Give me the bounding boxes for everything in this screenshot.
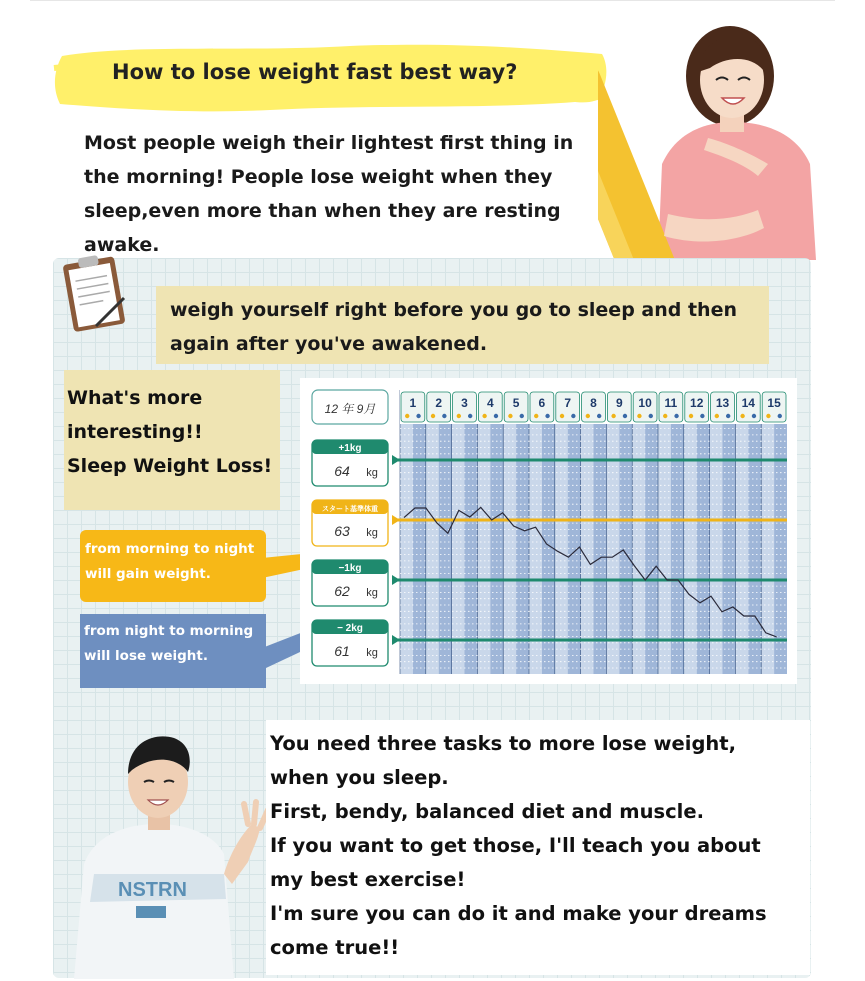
clipboard-icon	[60, 254, 130, 334]
day-label: 1	[409, 396, 417, 410]
bottom-text	[270, 727, 767, 965]
day-label: 7	[564, 396, 572, 410]
sun-icon	[508, 414, 512, 418]
day-label: 15	[767, 396, 781, 410]
moon-icon	[778, 414, 782, 418]
sun-icon	[586, 414, 590, 418]
day-pm-column	[465, 400, 478, 674]
target-kg-unit: kg	[366, 647, 378, 659]
moon-icon	[520, 414, 524, 418]
bottom-line: You need three tasks to more lose weight,	[270, 732, 737, 755]
moon-icon	[442, 414, 446, 418]
interesting-text	[67, 381, 272, 483]
top-divider	[30, 0, 835, 1]
day-pm-column	[748, 400, 761, 674]
day-am-column	[632, 400, 645, 674]
target-kg-unit: kg	[366, 527, 378, 539]
intro-paragraph	[84, 126, 604, 262]
moon-icon	[571, 414, 575, 418]
tip-line: weigh yourself right before you go to sleep and then	[170, 299, 737, 321]
target-tag-label: −1kg	[338, 563, 362, 574]
moon-icon	[416, 414, 420, 418]
moon-icon	[468, 414, 472, 418]
weight-chart	[300, 378, 797, 684]
interesting-line: Sleep Weight Loss!	[67, 455, 273, 477]
target-arrow	[392, 515, 400, 525]
moon-icon	[674, 414, 678, 418]
bottom-line: when you sleep.	[270, 766, 449, 789]
intro-line: awake.	[84, 234, 160, 256]
day-label: 3	[461, 396, 468, 410]
target-tag-label: − 2kg	[337, 623, 363, 634]
day-am-column	[452, 400, 465, 674]
sun-icon	[482, 414, 486, 418]
moon-icon	[623, 414, 627, 418]
day-label: 10	[638, 396, 652, 410]
moon-icon	[726, 414, 730, 418]
sun-icon	[431, 414, 435, 418]
pole-label: Stretchpole	[621, 50, 656, 112]
target-arrow	[392, 575, 400, 585]
sun-icon	[560, 414, 564, 418]
day-label: 11	[664, 396, 678, 410]
month-label: 12 年 9月	[324, 402, 376, 416]
target-kg-value: 63	[334, 523, 350, 539]
target-kg-unit: kg	[366, 587, 378, 599]
day-am-column	[684, 400, 697, 674]
bottom-line: If you want to get those, I'll teach you about	[270, 834, 761, 857]
day-am-column	[400, 400, 413, 674]
moon-icon	[494, 414, 498, 418]
loss-line: will lose weight.	[84, 648, 208, 664]
man-trainer-photo	[74, 724, 270, 979]
day-label: 9	[615, 396, 623, 410]
moon-icon	[597, 414, 601, 418]
page-title: How to lose weight fast best way?	[112, 60, 518, 84]
target-arrow	[392, 635, 400, 645]
sun-icon	[715, 414, 719, 418]
day-pm-column	[697, 400, 710, 674]
day-pm-column	[568, 400, 581, 674]
target-tag-label: +1kg	[338, 443, 362, 454]
gain-line: from morning to night	[85, 541, 255, 557]
sun-icon	[689, 414, 693, 418]
interesting-line: interesting!!	[67, 421, 203, 443]
intro-line: the morning! People lose weight when they	[84, 166, 553, 188]
moon-icon	[649, 414, 653, 418]
sun-icon	[611, 414, 615, 418]
day-label: 14	[741, 396, 755, 410]
sun-icon	[457, 414, 461, 418]
bottom-line: I'm sure you can do it and make your dreams	[270, 902, 767, 925]
target-arrow	[392, 455, 400, 465]
day-label: 12	[690, 396, 704, 410]
day-am-column	[529, 400, 542, 674]
gain-line: will gain weight.	[85, 566, 211, 582]
loss-line: from night to morning	[84, 623, 254, 639]
day-label: 8	[590, 396, 597, 410]
woman-with-stretchpole-photo	[598, 14, 816, 260]
day-pm-column	[413, 400, 426, 674]
day-label: 6	[538, 396, 546, 410]
target-kg-value: 64	[334, 463, 350, 479]
sun-icon	[637, 414, 641, 418]
day-label: 4	[486, 396, 494, 410]
intro-line: Most people weigh their lightest first thing in	[84, 132, 574, 154]
weight-chart-svg	[300, 378, 797, 684]
day-am-column	[581, 400, 594, 674]
target-tag-label: スタート基準体重	[322, 506, 378, 513]
bottom-line: come true!!	[270, 936, 400, 959]
tip-text	[170, 293, 770, 361]
bottom-line: First, bendy, balanced diet and muscle.	[270, 800, 704, 823]
loss-callout-text	[84, 619, 253, 669]
sun-icon	[663, 414, 667, 418]
sun-icon	[534, 414, 538, 418]
target-kg-unit: kg	[366, 467, 378, 479]
target-kg-value: 62	[334, 583, 350, 599]
moon-icon	[700, 414, 704, 418]
moon-icon	[545, 414, 549, 418]
bottom-line: my best exercise!	[270, 868, 466, 891]
target-kg-value: 61	[334, 643, 350, 659]
interesting-line: What's more	[67, 387, 203, 409]
day-label: 2	[435, 396, 443, 410]
shirt-print: NSTRN	[118, 879, 187, 901]
sun-icon	[766, 414, 770, 418]
day-label: 5	[512, 396, 520, 410]
moon-icon	[752, 414, 756, 418]
day-pm-column	[516, 400, 529, 674]
intro-line: sleep,even more than when they are resting	[84, 200, 561, 222]
tip-line: again after you've awakened.	[170, 333, 488, 355]
sun-icon	[740, 414, 744, 418]
day-label: 13	[715, 396, 730, 410]
gain-callout-text	[85, 537, 254, 587]
sun-icon	[405, 414, 409, 418]
